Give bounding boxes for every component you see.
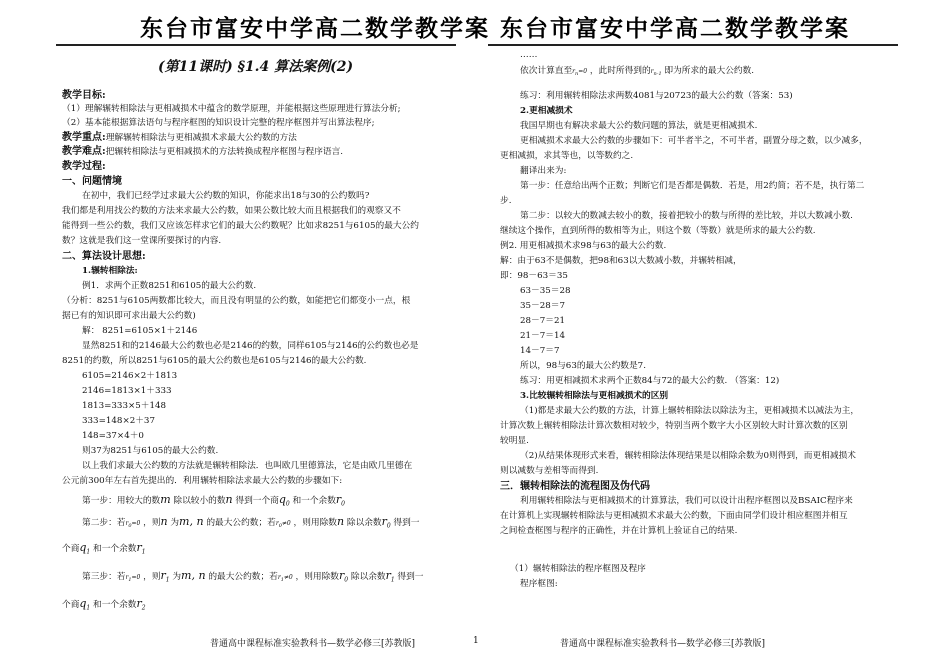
step-3-cont: 个商$q_1$ 和一个余数$r_2$ [62, 597, 146, 612]
practice-2: 练习：用更相减损术求两个正数84与72的最大公约数. （答案：12) [520, 376, 780, 386]
diff-3: 28－7＝21 [520, 316, 566, 326]
step-1: 第一步：用较大的数m 除以较小的数n 得到一个商$q_0$ 和一个余数$r_0$ [82, 493, 345, 508]
para-1d: 数？这就是我们这一堂课所要探讨的内容. [62, 236, 222, 246]
result-2: 所以，98与63的最大公约数是7. [520, 361, 646, 371]
flow-1: 利用辗转相除法与更相减损术的计算算法，我们可以设计出程序框图以及BSAIC程序来 [520, 496, 853, 506]
ellipsis: …… [520, 50, 538, 60]
example-1: 例1．求两个正数8251和6105的最大公约数. [82, 281, 257, 291]
analysis-1: （分析：8251与6105两数都比较大，而且没有明显的公约数，如能把它们都变小一点，根 [62, 296, 411, 306]
example-2: 例2. 用更相减损术求98与63的最大公约数. [500, 241, 667, 251]
step-3: 第三步：若$r_1=0$ ，则$r_1$ 为m, n 的最大公约数；若$r_1\ne 0$ ，则用除数$r_0$ 除以余数$r_1$ 得到一 [82, 569, 424, 584]
step-2: 第二步：若$r_0=0$ ，则n 为m, n 的最大公约数；若$r_0\ne 0$ ，则用除数n 除以余数$r_0$ 得到一 [82, 515, 420, 530]
section-2-heading: 二、算法设计思想: [62, 251, 146, 262]
section-1-heading: 一、问题情境 [62, 176, 122, 187]
gxjs-1: 我国早期也有解决求最大公约数问题的算法，就是更相减损术. [520, 121, 758, 131]
solution-1: 解： 8251=6105×1＋2146 [82, 326, 198, 336]
key-point [62, 132, 297, 144]
equation-2: 2146=1813×1＋333 [82, 386, 172, 396]
equation-3: 1813=333×5＋148 [82, 401, 167, 411]
equation-1: 6105=2146×2＋1813 [82, 371, 178, 381]
key-text: 理解辗转相除法与更相减损术求最大公约数的方法 [105, 133, 297, 143]
goal-2: （2）基本能根据算法语句与程序框图的知识设计完整的程序框图并写出算法程序; [62, 118, 375, 128]
gxjs-6: 步. [500, 196, 512, 206]
lesson-title: (第11课时) §1.4 算法案例(2) [158, 59, 354, 75]
gxjs-4: 翻译出来为: [520, 166, 567, 176]
step-2-cont: 个商$q_1$ 和一个余数$r_1$ [62, 541, 146, 556]
diff-1: 63－35＝28 [520, 286, 571, 296]
solution-2a: 解：由于63不是偶数，把98和63以大数减小数，并辗转相减， [500, 256, 742, 266]
goal-heading: 教学目标: [62, 90, 106, 101]
practice-1: 练习：利用辗转相除法求两数4081与20723的最大公约数（答案：53) [520, 91, 793, 101]
right-line-1: 依次计算直至$r_n=0$ ，此时所得到的$r_{n-1}$ 即为所求的最大公约数. [520, 66, 755, 78]
header-rule-left [56, 44, 456, 46]
diff-2: 35－28＝7 [520, 301, 566, 311]
flow-3: 之间检查框图与程序的正确性，并在计算机上验证自己的结果. [500, 526, 738, 536]
diff-text: 把辗转相除法与更相减损术的方法转换成程序框图与程序语言. [105, 147, 344, 157]
subsection-3: 3.比较辗转相除法与更相减损术的区别 [520, 391, 669, 401]
compare-1c: 较明显. [500, 436, 529, 446]
header-rule-right [488, 44, 898, 46]
para-1c: 能得到一些公约数，我们又应该怎样求它们的最大公约数呢？比如求8251与6105的最大公约 [62, 221, 419, 231]
subsection-1: 1.辗转相除法: [82, 266, 138, 276]
page-number: 1 [473, 636, 479, 646]
section-3-heading: 三．辗转相除法的流程图及伪代码 [500, 481, 650, 492]
explanation-2: 8251的约数，所以8251与6105的最大公约数也是6105与2146的最大公约数. [62, 356, 367, 366]
compare-1b: 计算次数上辗转相除法计算次数相对较少，特别当两个数字大小区别较大时计算次数的区别 [500, 421, 848, 431]
para-1b: 我们都是利用找公约数的方法来求最大公约数，如果公数比较大而且根据我们的观察又不 [62, 206, 401, 216]
equation-4: 333=148×2＋37 [82, 416, 155, 426]
header-title-left: 东台市富安中学高二数学教学案 [140, 15, 490, 42]
flow-2: 在计算机上实现辗转相除法与更相减损术求最大公约数，下面由同学们设计相应框图并相互 [500, 511, 848, 521]
flowchart-heading: （1）辗转相除法的程序框图及程序 [510, 564, 646, 574]
para-1a: 在初中，我们已经学过求最大公约数的知识，你能求出18与30的公约数吗? [82, 191, 370, 201]
compare-2b: 则以减数与差相等而得到. [500, 466, 599, 476]
footer-right: 普通高中课程标准实验教科书—数学必修三[苏教版] [560, 639, 766, 649]
flowchart-label: 程序框图: [520, 579, 558, 589]
result-1: 则37为8251与6105的最大公约数. [82, 446, 219, 456]
gxjs-2: 更相减损术求最大公约数的步骤如下：可半者半之，不可半者，副置分母之数，以少减多， [520, 136, 868, 146]
compare-1a: （1)都是求最大公约数的方法，计算上辗转相除法以除法为主，更相减损术以减法为主， [520, 406, 860, 416]
difficulty [62, 146, 343, 158]
goal-1: （1）理解辗转相除法与更相减损术中蕴含的数学原理，并能根据这些原理进行算法分析; [62, 104, 401, 114]
header-title-right: 东台市富安中学高二数学教学案 [500, 15, 850, 42]
subsection-2: 2.更相减损术 [520, 106, 573, 116]
diff-label: 教学难点: [62, 146, 106, 157]
compare-2a: （2)从结果体现形式来看，辗转相除法体现结果是以相除余数为0则得到，而更相减损术 [520, 451, 856, 461]
gxjs-7: 第二步：以较大的数减去较小的数，接着把较小的数与所得的差比较，并以大数减小数. [520, 211, 853, 221]
solution-2b: 即：98－63＝35 [500, 271, 568, 281]
diff-4: 21－7＝14 [520, 331, 566, 341]
explanation-1: 显然8251和的2146最大公约数也必是2146的约数，同样6105与2146的公约数也必是 [82, 341, 419, 351]
gxjs-3: 更相减损，求其等也，以等数约之. [500, 151, 634, 161]
process-heading: 教学过程: [62, 161, 106, 172]
diff-5: 14－7＝7 [520, 346, 560, 356]
gxjs-5: 第一步：任意给出两个正数；判断它们是否都是偶数．若是，用2约简；若不是，执行第二 [520, 181, 865, 191]
key-label: 教学重点: [62, 132, 106, 143]
text-2: 公元前300年左右首先提出的．利用辗转相除法求最大公约数的步骤如下: [62, 476, 343, 486]
analysis-2: 据已有的知识即可求出最大公约数) [62, 311, 196, 321]
equation-5: 148=37×4＋0 [82, 431, 144, 441]
footer-left: 普通高中课程标准实验教科书—数学必修三[苏教版] [210, 639, 416, 649]
text-1: 以上我们求最大公约数的方法就是辗转相除法．也叫欧几里德算法，它是由欧几里德在 [82, 461, 413, 471]
gxjs-8: 继续这个操作，直到所得的数相等为止，则这个数（等数）就是所求的最大公约数. [500, 226, 816, 236]
